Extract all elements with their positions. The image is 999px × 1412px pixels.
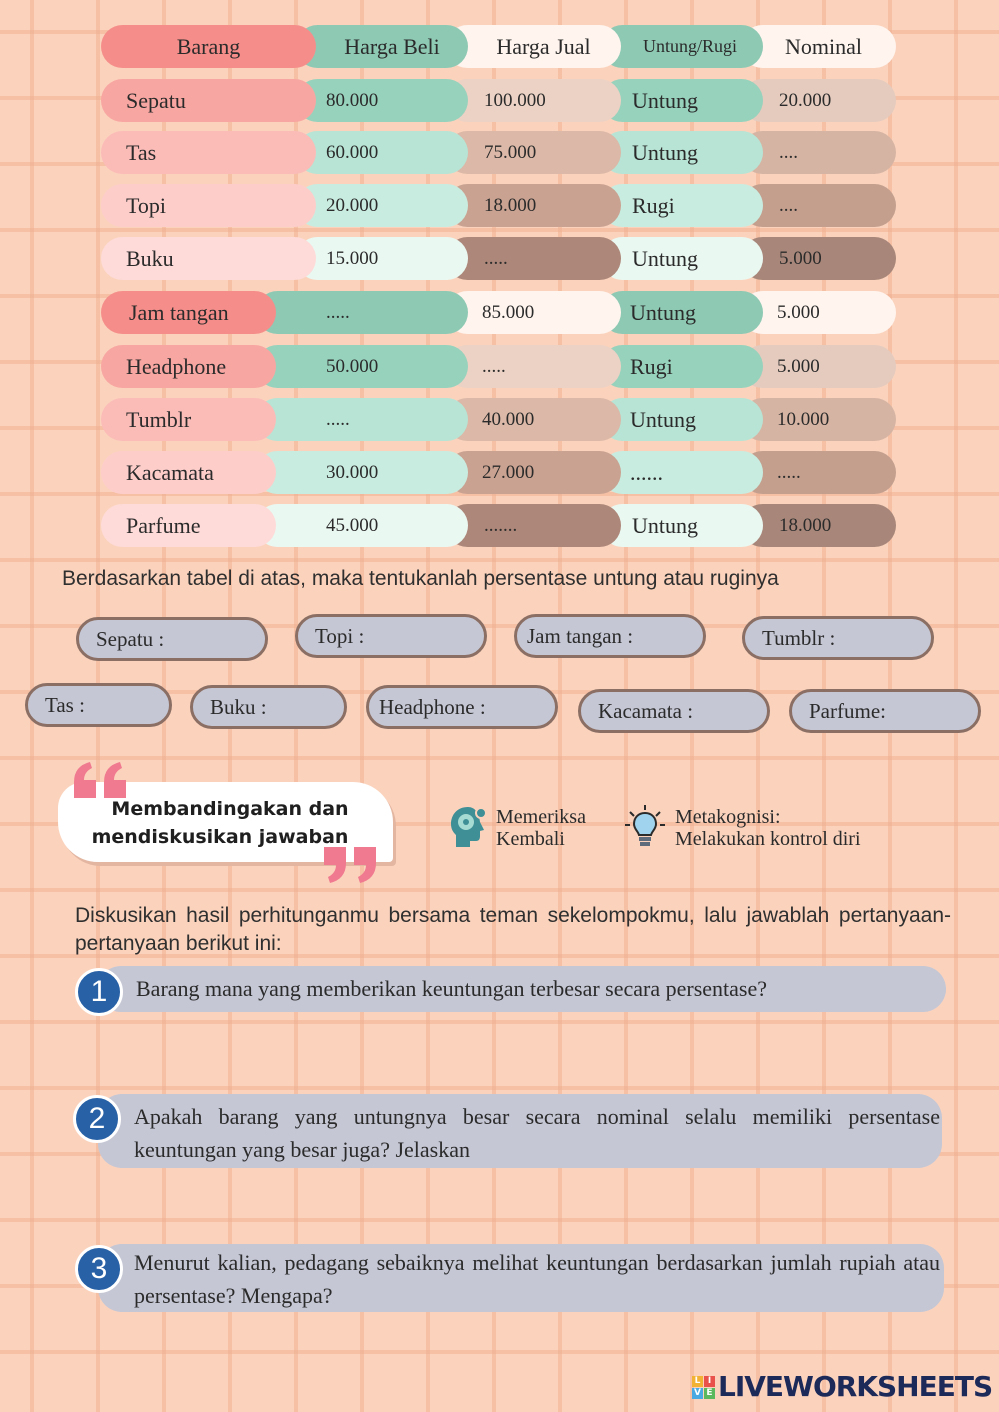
table-row bbox=[101, 184, 896, 227]
cell-harga-jual: 100.000 bbox=[446, 79, 621, 122]
header-harga-beli: Harga Beli bbox=[296, 25, 468, 68]
section-title: Membandingakan dan mendiskusikan jawaban bbox=[91, 798, 349, 848]
cell-nominal: .... bbox=[741, 131, 896, 174]
cell-untung-rugi: Rugi bbox=[601, 184, 763, 227]
header-harga-jual: Harga Jual bbox=[446, 25, 621, 68]
table-row bbox=[101, 345, 896, 388]
question-1-number: 1 bbox=[75, 968, 123, 1016]
head-gear-icon bbox=[448, 805, 490, 849]
cell-harga-beli: 45.000 bbox=[256, 504, 468, 547]
cell-nominal: 10.000 bbox=[741, 398, 896, 441]
cell-harga-beli: 50.000 bbox=[256, 345, 468, 388]
cell-untung-rugi: ...... bbox=[601, 451, 763, 494]
cell-nominal: 5.000 bbox=[741, 291, 896, 334]
cell-barang: Parfume bbox=[101, 504, 276, 547]
cell-barang: Kacamata bbox=[101, 451, 276, 494]
question-2-number: 2 bbox=[73, 1095, 121, 1143]
header-untung-rugi: Untung/Rugi bbox=[601, 25, 763, 68]
cell-barang: Topi bbox=[101, 184, 316, 227]
answer-box-jam-tangan[interactable]: Jam tangan : bbox=[514, 614, 706, 658]
cell-barang: Buku bbox=[101, 237, 316, 280]
cell-untung-rugi: Untung bbox=[601, 131, 763, 174]
header-barang: Barang bbox=[101, 25, 316, 68]
cell-nominal: 5.000 bbox=[741, 345, 896, 388]
cell-untung-rugi: Untung bbox=[601, 237, 763, 280]
table-row bbox=[101, 79, 896, 122]
cell-untung-rugi: Untung bbox=[601, 291, 763, 334]
header-nominal: Nominal bbox=[741, 25, 896, 68]
cell-nominal: 18.000 bbox=[741, 504, 896, 547]
tag-memeriksa: Memeriksa Kembali bbox=[496, 806, 586, 850]
cell-untung-rugi: Untung bbox=[601, 504, 763, 547]
cell-untung-rugi: Untung bbox=[601, 79, 763, 122]
table-row bbox=[101, 237, 896, 280]
cell-harga-jual: 27.000 bbox=[446, 451, 621, 494]
cell-barang: Headphone bbox=[101, 345, 276, 388]
cell-harga-jual: 75.000 bbox=[446, 131, 621, 174]
answer-box-topi[interactable]: Topi : bbox=[295, 614, 487, 658]
table-row bbox=[101, 504, 896, 547]
cell-harga-jual: ..... bbox=[446, 237, 621, 280]
answer-box-tas[interactable]: Tas : bbox=[25, 683, 172, 727]
cell-untung-rugi: Untung bbox=[601, 398, 763, 441]
liveworksheets-brand[interactable]: LIVEWORKSHEETS bbox=[718, 1370, 993, 1403]
cell-harga-jual: 40.000 bbox=[446, 398, 621, 441]
cell-harga-beli: 80.000 bbox=[296, 79, 468, 122]
lightbulb-icon bbox=[624, 804, 666, 850]
cell-nominal: ..... bbox=[741, 451, 896, 494]
cell-harga-jual: ..... bbox=[446, 345, 621, 388]
cell-nominal: 20.000 bbox=[741, 79, 896, 122]
cell-harga-beli: ..... bbox=[256, 291, 468, 334]
liveworksheets-logo-icon: L I V E bbox=[692, 1376, 715, 1399]
answer-box-sepatu[interactable]: Sepatu : bbox=[76, 617, 268, 661]
answer-box-parfume[interactable]: Parfume: bbox=[789, 689, 981, 733]
question-2-bar: Apakah barang yang untungnya besar secara nominal selalu memiliki persentase keuntungan yang besar juga? Jelaskan bbox=[98, 1094, 942, 1168]
cell-harga-beli: 15.000 bbox=[296, 237, 468, 280]
cell-harga-beli: 20.000 bbox=[296, 184, 468, 227]
cell-barang: Jam tangan bbox=[101, 291, 276, 334]
answer-box-buku[interactable]: Buku : bbox=[190, 685, 347, 729]
cell-harga-jual: 85.000 bbox=[446, 291, 621, 334]
answer-box-kacamata[interactable]: Kacamata : bbox=[578, 689, 770, 733]
table-row bbox=[101, 398, 896, 441]
cell-harga-beli: 30.000 bbox=[256, 451, 468, 494]
cell-untung-rugi: Rugi bbox=[601, 345, 763, 388]
question-3-bar: Menurut kalian, pedagang sebaiknya melihat keuntungan berdasarkan jumlah rupiah atau persentase? Mengapa? bbox=[98, 1244, 944, 1312]
cell-harga-beli: 60.000 bbox=[296, 131, 468, 174]
cell-harga-jual: ....... bbox=[446, 504, 621, 547]
answer-box-headphone[interactable]: Headphone : bbox=[366, 685, 558, 729]
cell-harga-jual: 18.000 bbox=[446, 184, 621, 227]
question-1-bar: Barang mana yang memberikan keuntungan terbesar secara persentase? bbox=[98, 966, 946, 1012]
cell-barang: Tumblr bbox=[101, 398, 276, 441]
close-quote-icon bbox=[322, 845, 382, 885]
answer-box-tumblr[interactable]: Tumblr : bbox=[742, 616, 934, 660]
cell-nominal: 5.000 bbox=[741, 237, 896, 280]
cell-barang: Tas bbox=[101, 131, 316, 174]
open-quote-icon bbox=[72, 760, 132, 800]
tag-metakognisi: Metakognisi: Melakukan kontrol diri bbox=[675, 806, 861, 850]
discussion-text: Diskusikan hasil perhitunganmu bersama teman sekelompokmu, lalu jawablah pertanyaan-pertanyaan berikut ini: bbox=[75, 904, 951, 955]
table-row bbox=[101, 131, 896, 174]
question-3-number: 3 bbox=[75, 1245, 123, 1293]
table-row bbox=[101, 451, 896, 494]
instruction-text: Berdasarkan tabel di atas, maka tentukanlah persentase untung atau ruginya bbox=[62, 567, 779, 590]
cell-harga-beli: ..... bbox=[256, 398, 468, 441]
cell-nominal: .... bbox=[741, 184, 896, 227]
cell-barang: Sepatu bbox=[101, 79, 316, 122]
table-row bbox=[101, 291, 896, 334]
table-header bbox=[101, 25, 896, 68]
